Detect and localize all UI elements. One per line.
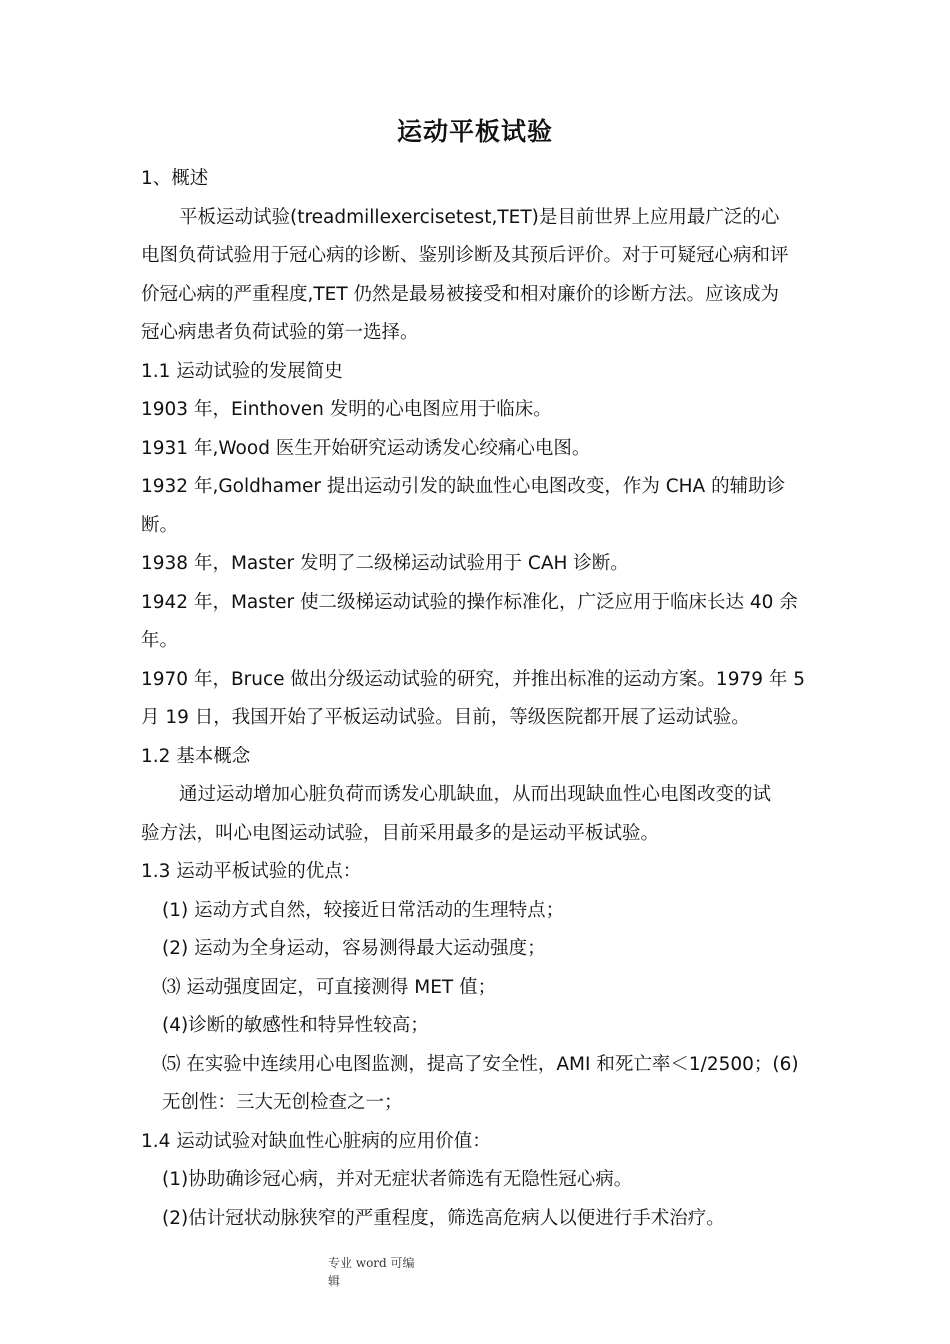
- section-heading-overview: 1、概述: [141, 168, 209, 189]
- paragraph-line: 通过运动增加心脏负荷而诱发心肌缺血，从而出现缺血性心电图改变的试: [179, 784, 772, 805]
- section-heading-concept: 1.2 基本概念: [141, 745, 251, 767]
- section-heading-application: 1.4 运动试验对缺血性心脏病的应用价值：: [141, 1130, 491, 1152]
- paragraph-line: 验方法，叫心电图运动试验，目前采用最多的是运动平板试验。: [141, 822, 660, 844]
- document-body: [141, 160, 821, 1238]
- list-item-continued: 无创性：三大无创检查之一；: [162, 1092, 403, 1113]
- list-item: ⑸ 在实验中连续用心电图监测，提高了安全性，AMI 和死亡率＜1/2500；(6): [162, 1053, 799, 1075]
- history-item: 1931 年,Wood 医生开始研究运动诱发心绞痛心电图。: [141, 437, 591, 459]
- paragraph-line: 价冠心病的严重程度,TET 仍然是最易被接受和相对廉价的诊断方法。应该成为: [141, 283, 780, 305]
- list-item: (2)估计冠状动脉狭窄的严重程度，筛选高危病人以便进行手术治疗。: [162, 1207, 725, 1229]
- list-item: (4)诊断的敏感性和特异性较高；: [162, 1015, 429, 1036]
- history-item: 1970 年，Bruce 做出分级运动试验的研究，并推出标准的运动方案。1979 年 5: [141, 668, 806, 690]
- footer-line: 辑: [328, 1274, 341, 1288]
- list-item: (2) 运动为全身运动，容易测得最大运动强度；: [162, 938, 546, 959]
- section-heading-history: 1.1 运动试验的发展简史: [141, 360, 343, 382]
- list-item: (1) 运动方式自然，较接近日常活动的生理特点；: [162, 899, 565, 921]
- document-title: 运动平板试验: [396, 117, 553, 146]
- history-item: 1942 年，Master 使二级梯运动试验的操作标准化，广泛应用于临床长达 40 余: [141, 591, 798, 613]
- footer-line: 专业 word 可编: [328, 1256, 415, 1270]
- history-item: 1932 年,Goldhamer 提出运动引发的缺血性心电图改变，作为 CHA 的辅助诊: [141, 476, 786, 497]
- history-item-continued: 断。: [141, 514, 179, 536]
- section-heading-advantages: 1.3 运动平板试验的优点：: [141, 861, 362, 882]
- list-item: ⑶ 运动强度固定，可直接测得 MET 值；: [162, 976, 497, 998]
- paragraph-line: 电图负荷试验用于冠心病的诊断、鉴别诊断及其预后评价。对于可疑冠心病和评: [141, 245, 789, 266]
- paragraph-line: 平板运动试验(treadmillexercisetest,TET)是目前世界上应用最广泛的心: [179, 206, 780, 228]
- paragraph-line: 冠心病患者负荷试验的第一选择。: [141, 322, 419, 343]
- list-item: (1)协助确诊冠心病，并对无症状者筛选有无隐性冠心病。: [162, 1169, 633, 1190]
- history-item: 1938 年，Master 发明了二级梯运动试验用于 CAH 诊断。: [141, 553, 629, 574]
- history-item-continued: 月 19 日，我国开始了平板运动试验。目前，等级医院都开展了运动试验。: [141, 707, 750, 728]
- page-footer: [328, 1254, 428, 1290]
- history-item-continued: 年。: [141, 630, 179, 651]
- history-item: 1903 年，Einthoven 发明的心电图应用于临床。: [141, 399, 552, 420]
